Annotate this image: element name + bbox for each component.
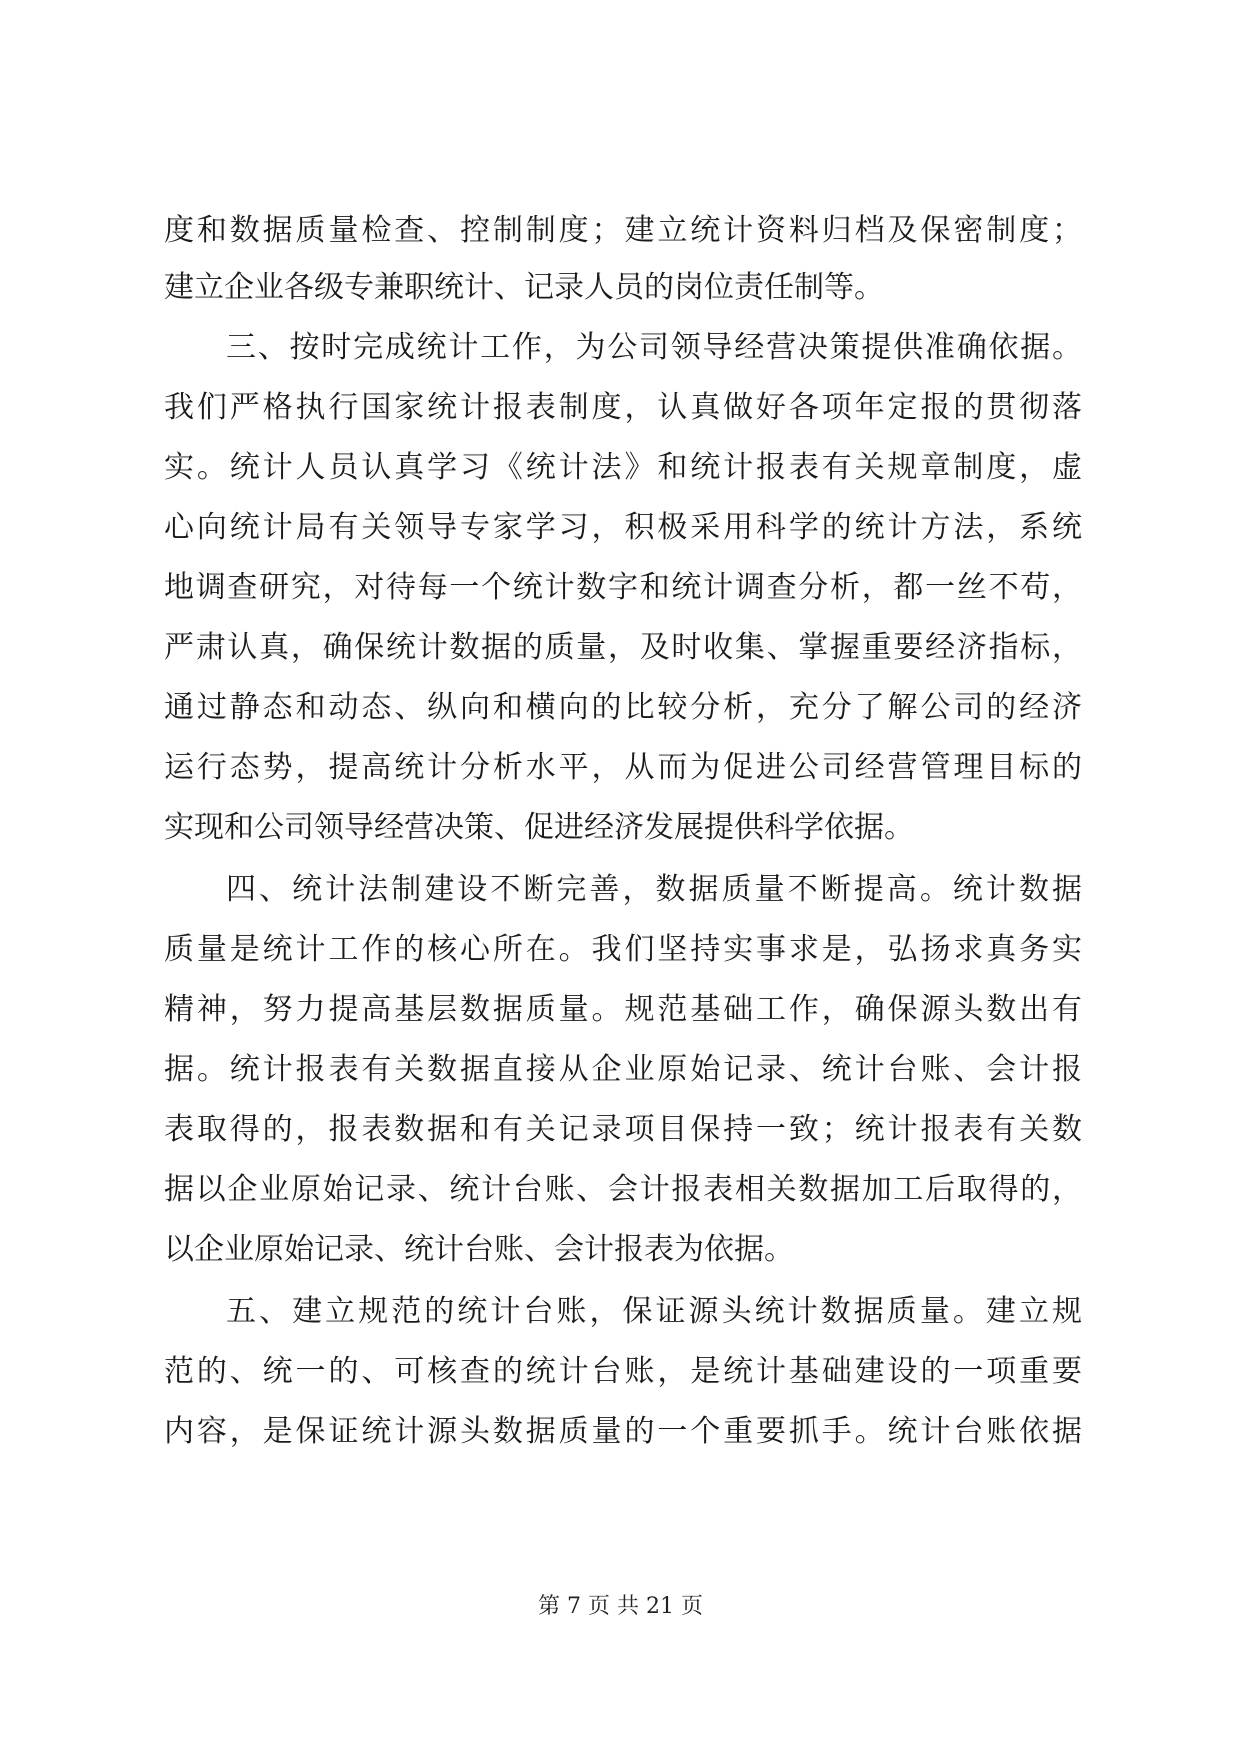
- text-line: 以企业原始记录、统计台账、会计报表为依据。: [164, 1232, 794, 1267]
- text-line: 通过静态和动态、纵向和横向的比较分析，充分了解公司的经济: [164, 690, 1082, 725]
- text-line: 据以企业原始记录、统计台账、会计报表相关数据加工后取得的，: [164, 1172, 1082, 1207]
- text-line: 地调查研究，对待每一个统计数字和统计调查分析，都一丝不苟，: [164, 570, 1082, 605]
- text-line: 度和数据质量检查、控制制度；建立统计资料归档及保密制度；: [164, 213, 1082, 248]
- text-line: 建立企业各级专兼职统计、记录人员的岗位责任制等。: [164, 270, 884, 305]
- text-line: 据。统计报表有关数据直接从企业原始记录、统计台账、会计报: [164, 1052, 1082, 1087]
- text-line: 心向统计局有关领导专家学习，积极采用科学的统计方法，系统: [164, 510, 1082, 545]
- text-line: 质量是统计工作的核心所在。我们坚持实事求是，弘扬求真务实: [164, 932, 1082, 967]
- text-line: 实现和公司领导经营决策、促进经济发展提供科学依据。: [164, 810, 914, 845]
- text-line: 内容，是保证统计源头数据质量的一个重要抓手。统计台账依据: [164, 1414, 1082, 1449]
- page-number-footer: 第 7 页 共 21 页: [538, 1594, 703, 1619]
- text-line: 严肃认真，确保统计数据的质量，及时收集、掌握重要经济指标，: [164, 630, 1082, 665]
- text-line: 我们严格执行国家统计报表制度，认真做好各项年定报的贯彻落: [164, 390, 1082, 425]
- paragraph-heading-4: 四、统计法制建设不断完善，数据质量不断提高。统计数据: [226, 872, 1082, 907]
- paragraph-heading-3: 三、按时完成统计工作，为公司领导经营决策提供准确依据。: [226, 330, 1082, 365]
- text-line: 表取得的，报表数据和有关记录项目保持一致；统计报表有关数: [164, 1112, 1082, 1147]
- text-line: 精神，努力提高基层数据质量。规范基础工作，确保源头数出有: [164, 992, 1082, 1027]
- text-line: 实。统计人员认真学习《统计法》和统计报表有关规章制度，虚: [164, 450, 1082, 485]
- paragraph-heading-5: 五、建立规范的统计台账，保证源头统计数据质量。建立规: [226, 1294, 1082, 1329]
- text-line: 运行态势，提高统计分析水平，从而为促进公司经营管理目标的: [164, 750, 1082, 785]
- text-line: 范的、统一的、可核查的统计台账，是统计基础建设的一项重要: [164, 1354, 1082, 1389]
